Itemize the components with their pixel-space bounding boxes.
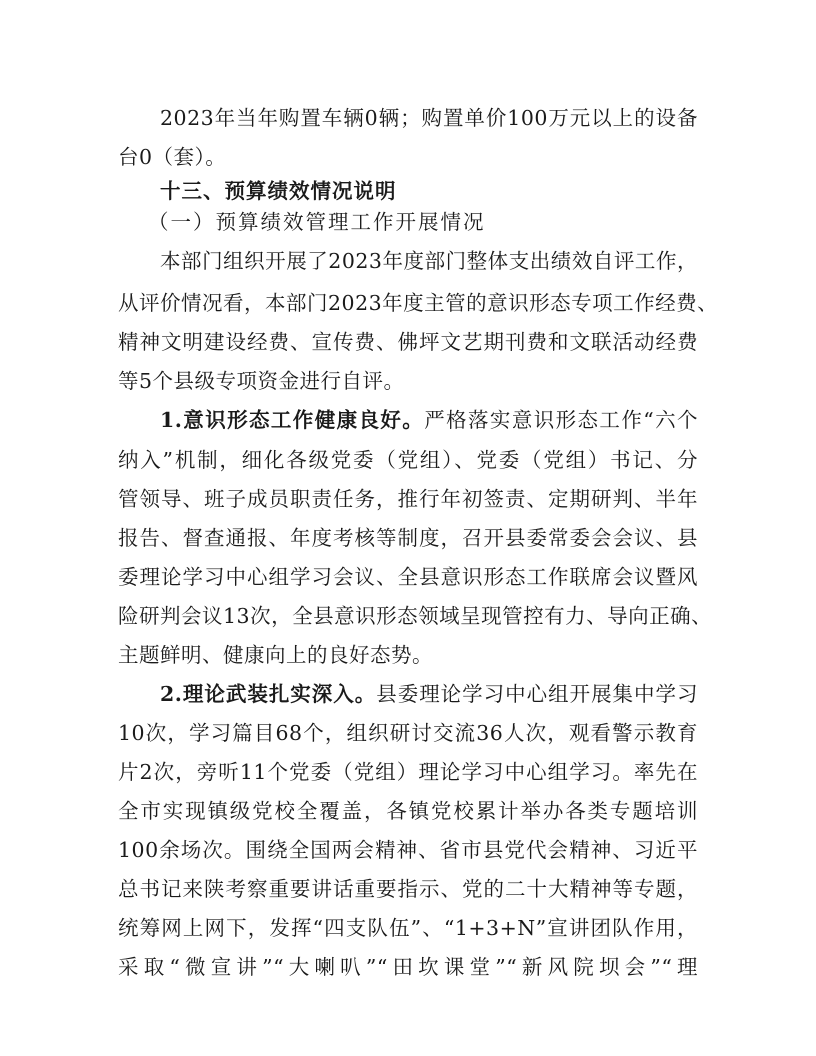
- paragraph-line: 全市实现镇级党校全覆盖，各镇党校累计举办各类专题培训: [118, 799, 698, 823]
- paragraph-line: 纳入”机制，细化各级党委（党组）、党委（党组）书记、分: [118, 448, 698, 472]
- paragraph-line: 100余场次。围绕全国两会精神、省市县党代会精神、习近平: [118, 838, 698, 862]
- paragraph-line: 等5个县级专项资金进行自评。: [118, 369, 405, 393]
- paragraph-text: 严格落实意识形态工作“六个: [424, 408, 699, 432]
- paragraph-lead: 2.理论武装扎实深入。: [160, 682, 377, 706]
- paragraph-line: 台0（套）。: [118, 145, 227, 169]
- paragraph-lead: 1.意识形态工作健康良好。: [160, 408, 425, 432]
- paragraph-line: 统筹网上网下，发挥“四支队伍”、“1+3+N”宣讲团队作用，: [118, 916, 698, 940]
- paragraph-line: 精神文明建设经费、宣传费、佛坪文艺期刊费和文联活动经费: [118, 330, 698, 354]
- paragraph-text: 县委理论学习中心组开展集中学习: [376, 682, 698, 706]
- paragraph-line: 主题鲜明、健康向上的良好态势。: [118, 643, 433, 667]
- paragraph-line: [160, 403, 698, 437]
- paragraph-line: 10次，学习篇目68个，组织研讨交流36人次，观看警示教育: [118, 721, 698, 745]
- paragraph-line: [160, 677, 698, 711]
- paragraph-line: 管领导、班子成员职责任务，推行年初签责、定期研判、半年: [118, 487, 698, 511]
- paragraph-line: 采取“微宣讲”“大喇叭”“田坎课堂”“新风院坝会”“理: [118, 955, 698, 979]
- paragraph-line: 报告、督查通报、年度考核等制度，召开县委常委会会议、县: [118, 526, 698, 550]
- paragraph-line: 片2次，旁听11个党委（党组）理论学习中心组学习。率先在: [118, 760, 698, 784]
- section-heading: 十三、预算绩效情况说明: [160, 179, 397, 203]
- paragraph-line: 委理论学习中心组学习会议、全县意识形态工作联席会议暨风: [118, 565, 698, 589]
- paragraph-line: 总书记来陕考察重要讲话重要指示、党的二十大精神等专题，: [118, 877, 698, 901]
- paragraph-line: 2023年当年购置车辆0辆；购置单价100万元以上的设备: [160, 106, 698, 130]
- paragraph-line: 本部门组织开展了2023年度部门整体支出绩效自评工作，: [160, 249, 698, 273]
- subsection-heading: （一）预算绩效管理工作开展情况: [148, 210, 486, 234]
- paragraph-line: 从评价情况看，本部门2023年度主管的意识形态专项工作经费、: [118, 291, 719, 315]
- paragraph-line: 险研判会议13次，全县意识形态领域呈现管控有力、导向正确、: [118, 604, 713, 628]
